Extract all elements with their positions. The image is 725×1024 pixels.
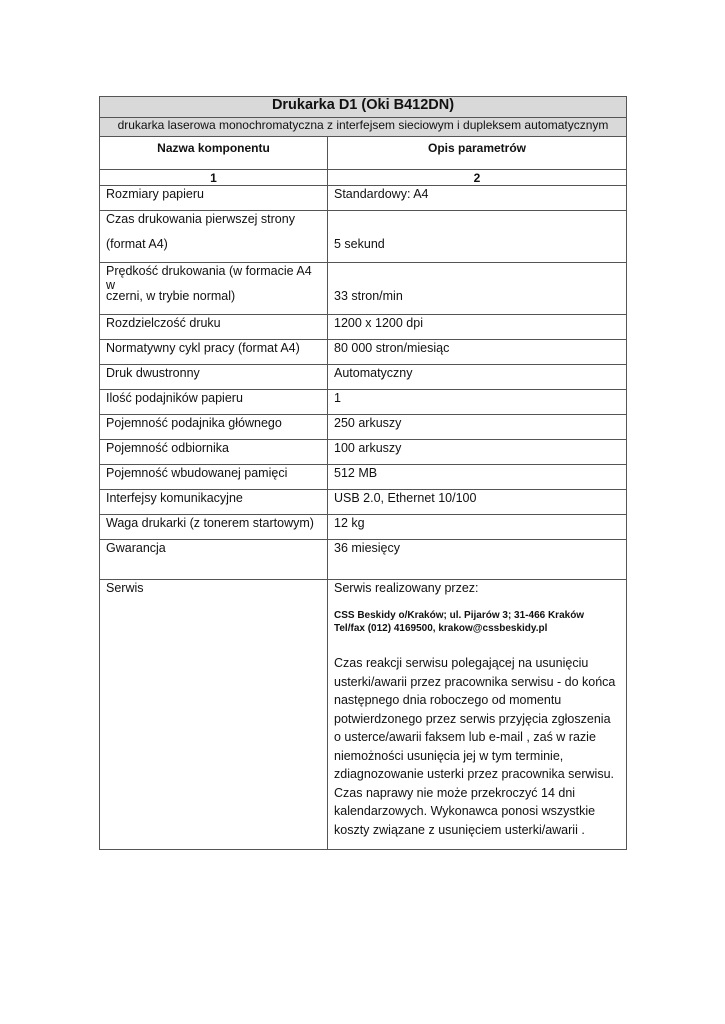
row-value-text: 5 sekund xyxy=(334,237,385,251)
row-value: 100 arkuszy xyxy=(328,440,627,465)
service-terms: Czas reakcji serwisu polegającej na usunięciu usterki/awarii przez pracownika serwisu - do końca następnego dnia roboczego od momentu potwierdzonego przez serwis przyjęcia zgłoszenia o usterce/awarii faksem lub e-mail , zaś w razie niemożności usunięcia jej w tym terminie, zdiagnozowanie usterki przez pracownika serwisu. Czas naprawy nie może przekroczyć 14 dni kalendarzowych. Wykonawca ponosi wszystkie koszty związane z usunięciem usterki/awarii . xyxy=(334,656,616,837)
row-label: Druk dwustronny xyxy=(100,365,328,390)
row-label xyxy=(100,263,328,315)
document-title: Drukarka D1 (Oki B412DN) xyxy=(100,97,627,118)
row-value: 36 miesięcy xyxy=(328,540,627,580)
column-header-name: Nazwa komponentu xyxy=(100,137,328,170)
table-row xyxy=(100,263,627,315)
row-label: Interfejsy komunikacyjne xyxy=(100,490,328,515)
service-details xyxy=(328,580,627,850)
row-label: Pojemność wbudowanej pamięci xyxy=(100,465,328,490)
row-value: Standardowy: A4 xyxy=(328,186,627,211)
service-contact xyxy=(334,609,620,635)
row-label: Pojemność podajnika głównego xyxy=(100,415,328,440)
table-row xyxy=(100,315,627,340)
table-row xyxy=(100,440,627,465)
row-label: Rozdzielczość druku xyxy=(100,315,328,340)
row-label-line-1: Czas drukowania pierwszej strony xyxy=(106,212,295,226)
column-number-1: 1 xyxy=(100,170,328,186)
row-label: Serwis xyxy=(100,580,328,850)
column-number-2: 2 xyxy=(328,170,627,186)
document-subtitle: drukarka laserowa monochromatyczna z interfejsem sieciowym i dupleksem automatycznym xyxy=(100,118,627,137)
table-row xyxy=(100,186,627,211)
row-label xyxy=(100,211,328,263)
table-row xyxy=(100,390,627,415)
table-row xyxy=(100,415,627,440)
row-label-line-1: Prędkość drukowania (w formacie A4 w xyxy=(106,264,312,292)
service-contact-address: CSS Beskidy o/Kraków; ul. Pijarów 3; 31-466 Kraków xyxy=(334,610,585,621)
row-label: Ilość podajników papieru xyxy=(100,390,328,415)
table-row xyxy=(100,465,627,490)
row-value: 1200 x 1200 dpi xyxy=(328,315,627,340)
table-row xyxy=(100,365,627,390)
row-value: Automatyczny xyxy=(328,365,627,390)
row-value xyxy=(328,211,627,263)
row-label: Pojemność odbiornika xyxy=(100,440,328,465)
row-value: USB 2.0, Ethernet 10/100 xyxy=(328,490,627,515)
printer-spec-table xyxy=(99,96,627,850)
table-row xyxy=(100,515,627,540)
service-intro: Serwis realizowany przez: xyxy=(334,581,479,595)
row-label: Gwarancja xyxy=(100,540,328,580)
row-value: 80 000 stron/miesiąc xyxy=(328,340,627,365)
row-label: Rozmiary papieru xyxy=(100,186,328,211)
service-contact-phone-email: Tel/fax (012) 4169500, krakow@cssbeskidy.pl xyxy=(334,623,548,634)
row-value xyxy=(328,263,627,315)
table-row xyxy=(100,340,627,365)
row-label: Waga drukarki (z tonerem startowym) xyxy=(100,515,328,540)
row-value: 250 arkuszy xyxy=(328,415,627,440)
table-row xyxy=(100,211,627,263)
row-value: 1 xyxy=(328,390,627,415)
table-row-service xyxy=(100,580,627,850)
row-label-line-2: (format A4) xyxy=(106,237,168,251)
column-header-description: Opis parametrów xyxy=(328,137,627,170)
row-label: Normatywny cykl pracy (format A4) xyxy=(100,340,328,365)
row-value: 512 MB xyxy=(328,465,627,490)
row-value: 12 kg xyxy=(328,515,627,540)
row-label-line-2: czerni, w trybie normal) xyxy=(106,289,236,303)
table-row xyxy=(100,490,627,515)
row-value-text: 33 stron/min xyxy=(334,289,403,303)
table-row xyxy=(100,540,627,580)
